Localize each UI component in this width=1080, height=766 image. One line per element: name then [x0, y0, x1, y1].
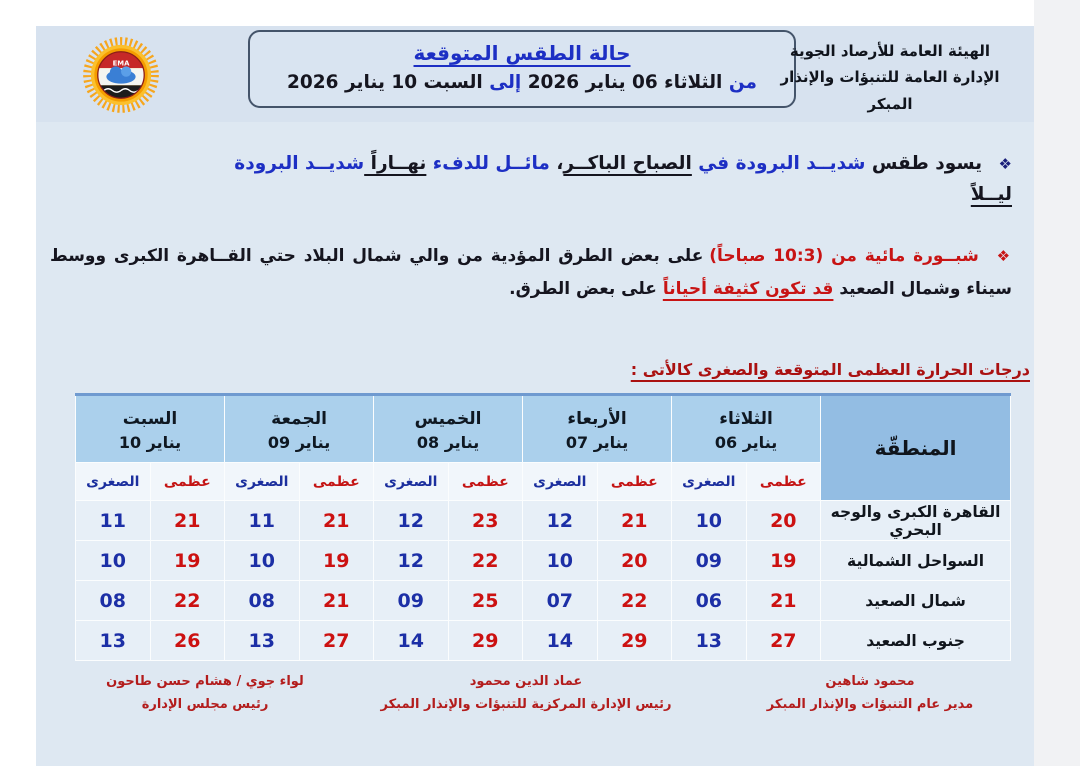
org-name: الهيئة العامة للأرصاد الجوية	[789, 42, 991, 60]
max-temp: 19	[150, 541, 225, 581]
min-temp: 10	[523, 541, 598, 581]
min-temp: 13	[76, 621, 151, 661]
page-right-margin	[1034, 0, 1080, 766]
max-temp: 27	[746, 621, 821, 661]
diamond-bullet-icon: ❖	[998, 155, 1012, 173]
table-row	[76, 501, 1011, 541]
min-label: الصغرى	[374, 463, 449, 501]
signature-name: عماد الدين محمود	[469, 674, 583, 689]
max-temp: 27	[299, 621, 374, 661]
title-box	[248, 30, 796, 108]
diamond-bullet-icon: ❖	[996, 247, 1012, 265]
max-temp: 29	[448, 621, 523, 661]
max-label: عظمى	[597, 463, 672, 501]
day-header: الجمعة 09 يناير	[225, 395, 374, 463]
max-temp: 22	[150, 581, 225, 621]
organization-block	[756, 38, 1024, 117]
min-temp: 10	[76, 541, 151, 581]
ema-sun-logo-icon	[78, 32, 164, 118]
min-label: الصغرى	[523, 463, 598, 501]
region-name: السواحل الشمالية	[821, 541, 1011, 581]
max-temp: 19	[746, 541, 821, 581]
min-temp: 09	[672, 541, 747, 581]
fog-warning-text: شبــورة مائية من (10:3 صباحاً) على بعض الطرق المؤدية من والي شمال البلاد حتي القــاهرة الكبرى ووسط سيناء وشمال الصعيد قد تكون كثيفة أحياناً على بعض الطرق.	[50, 246, 1012, 300]
min-temp: 12	[523, 501, 598, 541]
min-temp: 14	[523, 621, 598, 661]
min-label: الصغرى	[672, 463, 747, 501]
signature-title: رئيس مجلس الإدارة	[141, 697, 269, 713]
day-header: السبت 10 يناير	[76, 395, 225, 463]
ema-logo-text: EMA	[112, 59, 130, 68]
max-temp: 21	[746, 581, 821, 621]
max-label: عظمى	[448, 463, 523, 501]
max-temp: 23	[448, 501, 523, 541]
max-label: عظمى	[150, 463, 225, 501]
bulletin-document	[36, 26, 1034, 766]
day-header: الخميس 08 يناير	[374, 395, 523, 463]
min-temp: 12	[374, 541, 449, 581]
max-temp: 25	[448, 581, 523, 621]
max-temp: 21	[150, 501, 225, 541]
org-department: الإدارة العامة للتنبؤات والإنذار المبكر	[780, 68, 1000, 113]
max-temp: 21	[597, 501, 672, 541]
table-row	[76, 621, 1011, 661]
max-temp: 22	[448, 541, 523, 581]
signature-block	[720, 670, 1020, 717]
signature-title: رئيس الإدارة المركزية للتنبؤات والإنذار المبكر	[380, 697, 672, 713]
max-label: عظمى	[746, 463, 821, 501]
max-temp: 26	[150, 621, 225, 661]
min-label: الصغرى	[225, 463, 300, 501]
min-temp: 08	[76, 581, 151, 621]
table-row	[76, 541, 1011, 581]
min-temp: 11	[76, 501, 151, 541]
min-temp: 14	[374, 621, 449, 661]
table-row	[76, 581, 1011, 621]
temperature-table-heading: درجات الحرارة العظمى المتوقعة والصغرى كالأتى :	[630, 360, 1030, 379]
min-temp: 10	[672, 501, 747, 541]
max-temp: 21	[299, 501, 374, 541]
date-range: من الثلاثاء 06 يناير 2026 إلى السبت 10 يناير 2026	[287, 72, 757, 93]
region-name: شمال الصعيد	[821, 581, 1011, 621]
min-temp: 10	[225, 541, 300, 581]
day-header: الثلاثاء 06 يناير	[672, 395, 821, 463]
region-name: جنوب الصعيد	[821, 621, 1011, 661]
signature-block	[55, 670, 355, 717]
weather-condition-statement	[222, 148, 1012, 211]
region-column-header: المنطقّة	[821, 395, 1011, 501]
max-temp: 29	[597, 621, 672, 661]
weather-condition-text: يسود طقس شديــد البرودة في الصباح الباكــر، مائــل للدفء نهــاراً شديــد البرودة ليــلاً	[234, 153, 1012, 206]
max-temp: 20	[597, 541, 672, 581]
max-label: عظمى	[299, 463, 374, 501]
fog-warning-statement	[50, 240, 1012, 306]
region-name: القاهرة الكبرى والوجه البحري	[821, 501, 1011, 541]
max-temp: 19	[299, 541, 374, 581]
day-header: الأربعاء 07 يناير	[523, 395, 672, 463]
min-temp: 13	[672, 621, 747, 661]
min-temp: 08	[225, 581, 300, 621]
signature-name: محمود شاهين	[825, 674, 915, 689]
min-temp: 09	[374, 581, 449, 621]
signature-block	[336, 670, 716, 717]
min-temp: 07	[523, 581, 598, 621]
max-temp: 22	[597, 581, 672, 621]
min-temp: 12	[374, 501, 449, 541]
max-temp: 21	[299, 581, 374, 621]
min-temp: 13	[225, 621, 300, 661]
max-temp: 20	[746, 501, 821, 541]
signature-title: مدير عام التنبؤات والإنذار المبكر	[766, 697, 974, 713]
bulletin-title: حالة الطقس المتوقعة	[413, 41, 631, 65]
min-temp: 06	[672, 581, 747, 621]
table-day-header-row	[76, 395, 1011, 463]
min-temp: 11	[225, 501, 300, 541]
min-label: الصغرى	[76, 463, 151, 501]
temperature-table	[75, 393, 1011, 661]
signature-name: لواء جوي / هشام حسن طاحون	[106, 674, 304, 689]
